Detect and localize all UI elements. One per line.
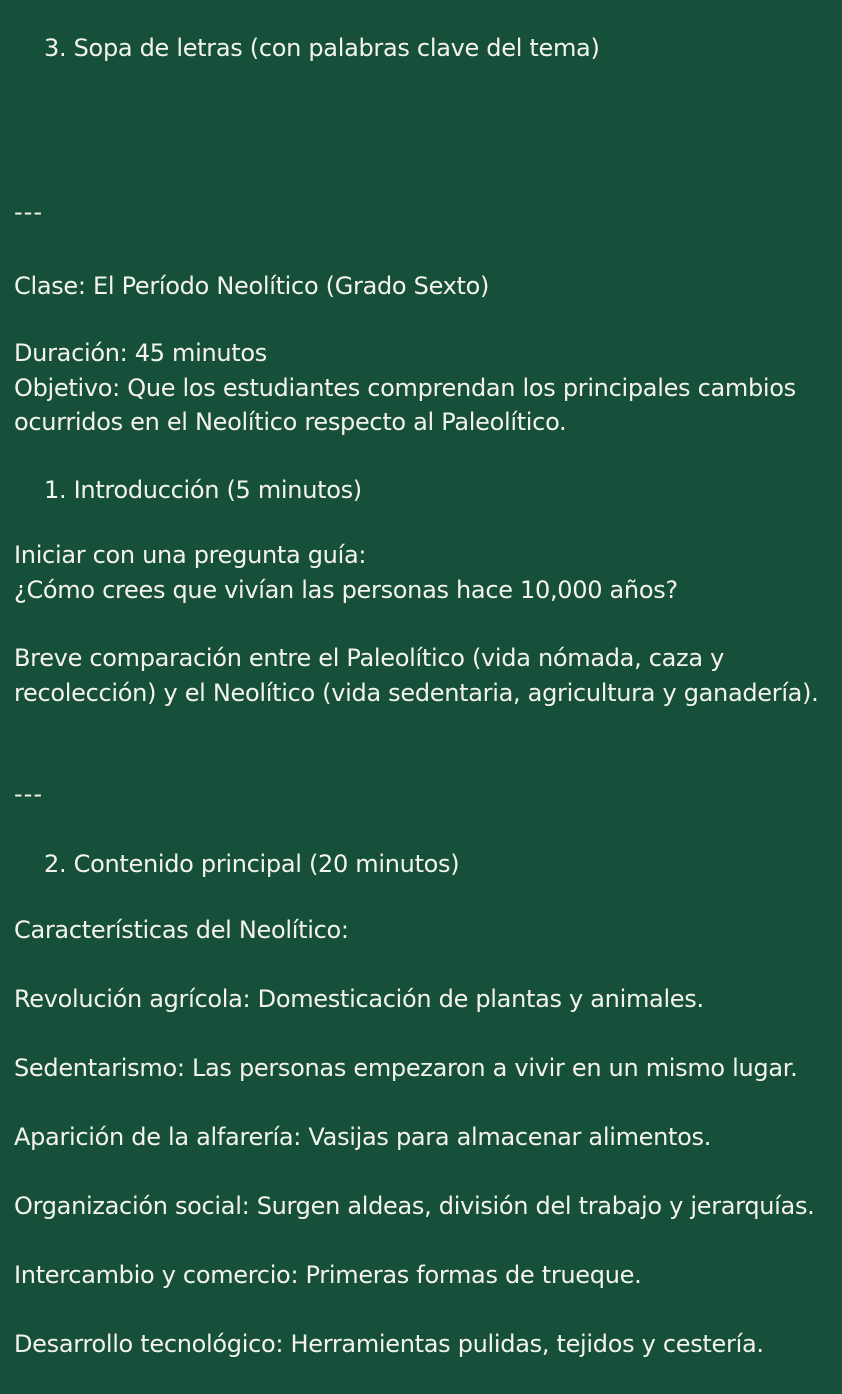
- section-3-heading: 3. Sopa de letras (con palabras clave del tema): [44, 34, 600, 62]
- comparison-line-2: recolección) y el Neolítico (vida sedentaria, agricultura y ganadería).: [14, 679, 819, 707]
- class-title: Clase: El Período Neolítico (Grado Sexto): [14, 272, 490, 300]
- guide-question: ¿Cómo crees que vivían las personas hace 10,000 años?: [14, 576, 678, 604]
- feature-item-agriculture: Revolución agrícola: Domesticación de plantas y animales.: [14, 985, 704, 1013]
- features-title: Características del Neolítico:: [14, 916, 349, 944]
- section-2-heading: 2. Contenido principal (20 minutos): [44, 850, 460, 878]
- separator: ---: [14, 780, 43, 808]
- comparison-line-1: Breve comparación entre el Paleolítico (vida nómada, caza y: [14, 644, 724, 672]
- objective-line-2: ocurridos en el Neolítico respecto al Paleolítico.: [14, 408, 567, 436]
- feature-item-pottery: Aparición de la alfarería: Vasijas para almacenar alimentos.: [14, 1123, 712, 1151]
- feature-item-social-organization: Organización social: Surgen aldeas, división del trabajo y jerarquías.: [14, 1192, 815, 1220]
- objective-line-1: Objetivo: Que los estudiantes comprendan los principales cambios: [14, 374, 796, 402]
- feature-item-trade: Intercambio y comercio: Primeras formas de trueque.: [14, 1261, 642, 1289]
- guide-intro: Iniciar con una pregunta guía:: [14, 541, 367, 569]
- duration-text: Duración: 45 minutos: [14, 339, 267, 367]
- separator: ---: [14, 198, 43, 226]
- feature-item-technology: Desarrollo tecnológico: Herramientas pulidas, tejidos y cestería.: [14, 1330, 764, 1358]
- section-1-heading: 1. Introducción (5 minutos): [44, 476, 362, 504]
- feature-item-sedentarism: Sedentarismo: Las personas empezaron a vivir en un mismo lugar.: [14, 1054, 798, 1082]
